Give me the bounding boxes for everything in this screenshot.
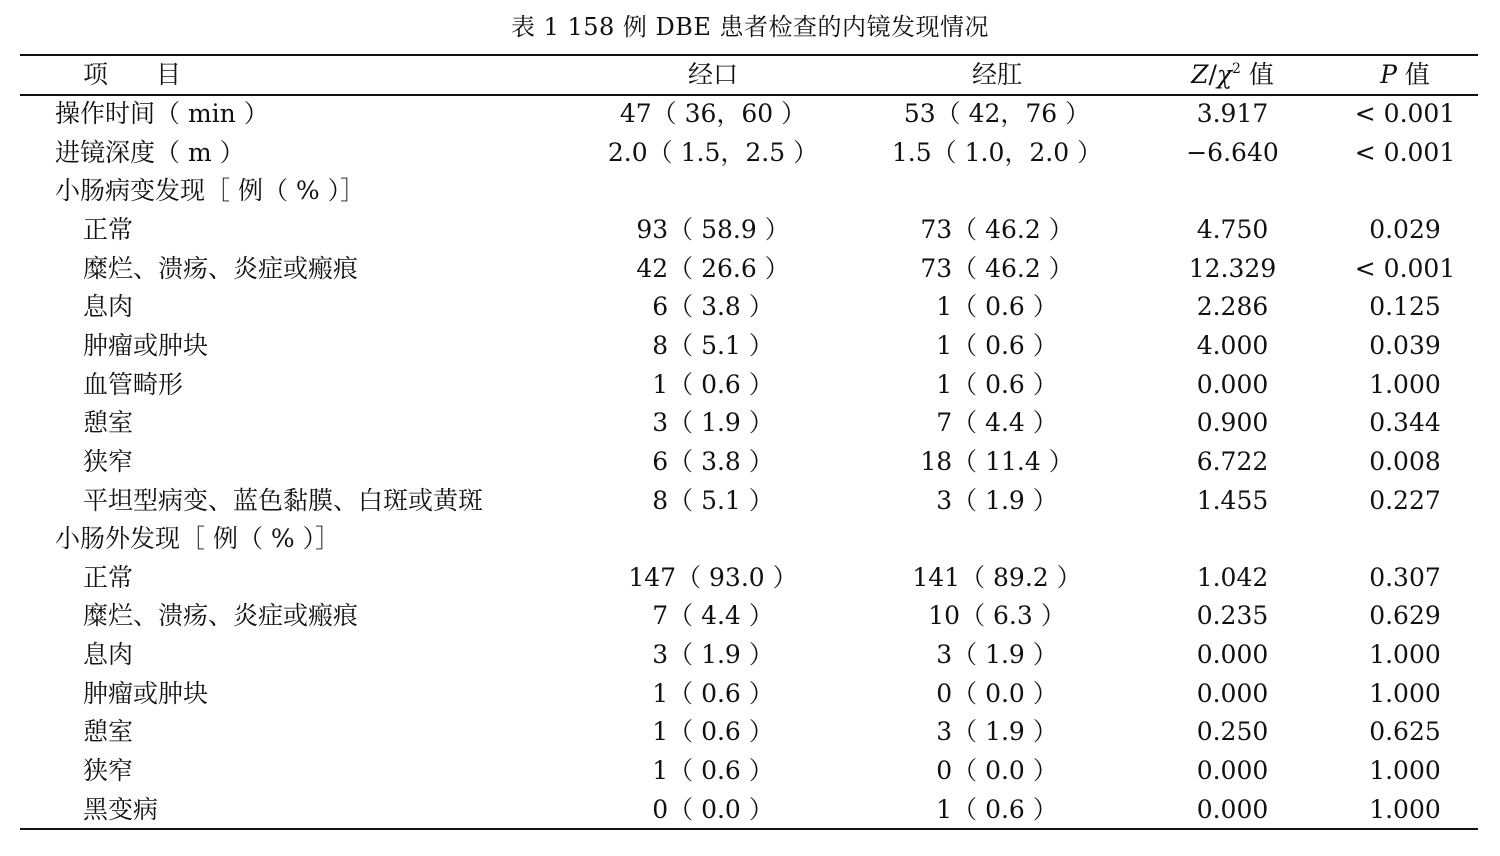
row-p-value: 0.629 bbox=[1369, 601, 1441, 631]
row-item-label: 息肉 bbox=[83, 292, 134, 322]
row-p-value bbox=[1330, 172, 1480, 210]
row-anal-value bbox=[852, 520, 1142, 558]
row-oral-value: 6（ 3.8 ） bbox=[652, 292, 774, 322]
row-anal-value: 1（ 0.6 ） bbox=[936, 794, 1058, 824]
row-p-value: < 0.001 bbox=[1354, 253, 1456, 283]
row-item-label: 肿瘤或肿块 bbox=[83, 678, 209, 708]
header-anal: 经肛 bbox=[971, 60, 1022, 89]
row-z-value: 0.000 bbox=[1196, 756, 1269, 786]
row-p-value: 0.029 bbox=[1369, 214, 1441, 244]
table-row bbox=[0, 675, 1500, 713]
row-anal-value: 18（ 11.4 ） bbox=[920, 446, 1074, 476]
row-anal-value: 0（ 0.0 ） bbox=[936, 756, 1058, 786]
table-row bbox=[0, 482, 1500, 520]
row-item-label: 正常 bbox=[83, 214, 134, 244]
row-oral-value: 1（ 0.6 ） bbox=[652, 717, 774, 747]
table-row bbox=[0, 520, 1500, 558]
row-anal-value: 1.5（ 1.0，2.0 ） bbox=[891, 137, 1103, 167]
row-z-value: −6.640 bbox=[1186, 137, 1279, 167]
row-oral-value bbox=[568, 520, 858, 558]
header-p bbox=[1330, 56, 1480, 94]
row-p-value: 0.039 bbox=[1369, 330, 1441, 360]
row-oral-value bbox=[568, 172, 858, 210]
row-item-label: 进镜深度（ m ） bbox=[55, 137, 245, 167]
row-item-label: 平坦型病变、蓝色黏膜、白斑或黄斑 bbox=[83, 485, 484, 515]
table-row bbox=[0, 443, 1500, 481]
row-oral-value: 7（ 4.4 ） bbox=[652, 601, 774, 631]
row-oral-value: 8（ 5.1 ） bbox=[652, 330, 774, 360]
row-z-value: 6.722 bbox=[1196, 446, 1269, 476]
row-oral-value: 2.0（ 1.5，2.5 ） bbox=[607, 137, 819, 167]
row-oral-value: 147（ 93.0 ） bbox=[628, 562, 798, 592]
header-z-chi2 bbox=[1150, 56, 1315, 94]
row-p-value: 0.008 bbox=[1369, 446, 1441, 476]
row-z-value bbox=[1150, 172, 1315, 210]
row-z-value: 0.000 bbox=[1196, 678, 1269, 708]
row-z-value: 12.329 bbox=[1188, 253, 1277, 283]
row-anal-value: 141（ 89.2 ） bbox=[912, 562, 1082, 592]
row-item-label: 糜烂、溃疡、炎症或瘢痕 bbox=[83, 253, 359, 283]
row-oral-value: 3（ 1.9 ） bbox=[652, 640, 774, 670]
header-z-value: 值 bbox=[1240, 60, 1274, 89]
row-z-value: 1.455 bbox=[1196, 485, 1269, 515]
row-z-value: 2.286 bbox=[1196, 292, 1269, 322]
row-anal-value: 3（ 1.9 ） bbox=[936, 485, 1058, 515]
row-p-value bbox=[1330, 520, 1480, 558]
header-chi-sup: 2 bbox=[1232, 61, 1241, 77]
row-item-label: 息肉 bbox=[83, 640, 134, 670]
header-oral: 经口 bbox=[687, 60, 738, 89]
table-row bbox=[0, 636, 1500, 674]
row-item-label: 憩室 bbox=[83, 408, 134, 438]
row-item-label: 正常 bbox=[83, 562, 134, 592]
row-oral-value: 93（ 58.9 ） bbox=[636, 214, 790, 244]
row-z-value: 0.000 bbox=[1196, 369, 1269, 399]
row-item-label: 血管畸形 bbox=[83, 369, 184, 399]
row-item-label: 肿瘤或肿块 bbox=[83, 330, 209, 360]
header-chi-letter: χ bbox=[1216, 60, 1233, 89]
row-z-value: 0.235 bbox=[1196, 601, 1269, 631]
row-anal-value: 0（ 0.0 ） bbox=[936, 678, 1058, 708]
table-row bbox=[0, 250, 1500, 288]
row-anal-value: 7（ 4.4 ） bbox=[936, 408, 1058, 438]
row-oral-value: 6（ 3.8 ） bbox=[652, 446, 774, 476]
table-row bbox=[0, 327, 1500, 365]
table-row bbox=[0, 172, 1500, 210]
row-item-label: 糜烂、溃疡、炎症或瘢痕 bbox=[83, 601, 359, 631]
row-anal-value: 3（ 1.9 ） bbox=[936, 717, 1058, 747]
row-z-value: 4.750 bbox=[1196, 214, 1269, 244]
row-p-value: 0.344 bbox=[1369, 408, 1441, 438]
row-item-label: 黑变病 bbox=[83, 794, 159, 824]
table-row bbox=[0, 288, 1500, 326]
row-item-label: 小肠外发现［ 例（ % ）］ bbox=[55, 524, 341, 554]
row-z-value bbox=[1150, 520, 1315, 558]
header-item: 项 目 bbox=[83, 60, 201, 89]
table-row bbox=[0, 95, 1500, 133]
row-anal-value: 10（ 6.3 ） bbox=[928, 601, 1066, 631]
row-p-value: < 0.001 bbox=[1354, 137, 1456, 167]
row-z-value: 3.917 bbox=[1196, 99, 1269, 128]
row-anal-value: 1（ 0.6 ） bbox=[936, 330, 1058, 360]
row-item-label: 憩室 bbox=[83, 717, 134, 747]
table-row bbox=[0, 366, 1500, 404]
row-anal-value: 73（ 46.2 ） bbox=[920, 214, 1074, 244]
row-anal-value: 3（ 1.9 ） bbox=[936, 640, 1058, 670]
row-anal-value: 53（ 42，76 ） bbox=[903, 99, 1091, 128]
header-p-value: 值 bbox=[1396, 60, 1430, 89]
table-row bbox=[0, 713, 1500, 751]
table-row bbox=[0, 404, 1500, 442]
row-z-value: 0.000 bbox=[1196, 794, 1269, 824]
row-anal-value: 1（ 0.6 ） bbox=[936, 292, 1058, 322]
row-anal-value bbox=[852, 172, 1142, 210]
row-p-value: 0.307 bbox=[1369, 562, 1441, 592]
row-z-value: 0.250 bbox=[1196, 717, 1269, 747]
row-item-label: 狭窄 bbox=[83, 446, 134, 476]
row-anal-value: 73（ 46.2 ） bbox=[920, 253, 1074, 283]
table-row bbox=[0, 597, 1500, 635]
row-z-value: 0.900 bbox=[1196, 408, 1269, 438]
header-z-letter: Z bbox=[1191, 60, 1209, 89]
row-z-value: 1.042 bbox=[1196, 562, 1269, 592]
row-p-value: 1.000 bbox=[1369, 678, 1441, 708]
table-row bbox=[0, 211, 1500, 249]
header-p-letter: P bbox=[1380, 60, 1397, 89]
row-p-value: 1.000 bbox=[1369, 794, 1441, 824]
row-p-value: < 0.001 bbox=[1354, 99, 1456, 128]
row-item-label: 狭窄 bbox=[83, 756, 134, 786]
table-row bbox=[0, 791, 1500, 829]
row-oral-value: 1（ 0.6 ） bbox=[652, 678, 774, 708]
table-row bbox=[0, 752, 1500, 790]
row-p-value: 1.000 bbox=[1369, 756, 1441, 786]
table-row bbox=[0, 559, 1500, 597]
row-oral-value: 0（ 0.0 ） bbox=[652, 794, 774, 824]
row-oral-value: 3（ 1.9 ） bbox=[652, 408, 774, 438]
row-z-value: 0.000 bbox=[1196, 640, 1269, 670]
row-oral-value: 8（ 5.1 ） bbox=[652, 485, 774, 515]
table-header-row bbox=[0, 56, 1500, 94]
row-oral-value: 1（ 0.6 ） bbox=[652, 756, 774, 786]
header-z-slash: / bbox=[1208, 60, 1217, 89]
row-p-value: 0.125 bbox=[1369, 292, 1441, 322]
row-oral-value: 42（ 26.6 ） bbox=[636, 253, 790, 283]
row-oral-value: 1（ 0.6 ） bbox=[652, 369, 774, 399]
row-p-value: 0.227 bbox=[1369, 485, 1441, 515]
row-p-value: 1.000 bbox=[1369, 369, 1441, 399]
table-row bbox=[0, 134, 1500, 172]
row-anal-value: 1（ 0.6 ） bbox=[936, 369, 1058, 399]
row-p-value: 1.000 bbox=[1369, 640, 1441, 670]
row-item-label: 操作时间（ min ） bbox=[55, 99, 269, 128]
row-z-value: 4.000 bbox=[1196, 330, 1269, 360]
row-oral-value: 47（ 36，60 ） bbox=[619, 99, 807, 128]
row-item-label: 小肠病变发现［ 例（ % ）］ bbox=[55, 176, 366, 206]
row-p-value: 0.625 bbox=[1369, 717, 1441, 747]
table-caption: 表 1 158 例 DBE 患者检查的内镜发现情况 bbox=[510, 13, 990, 41]
bottom-rule bbox=[20, 828, 1478, 830]
